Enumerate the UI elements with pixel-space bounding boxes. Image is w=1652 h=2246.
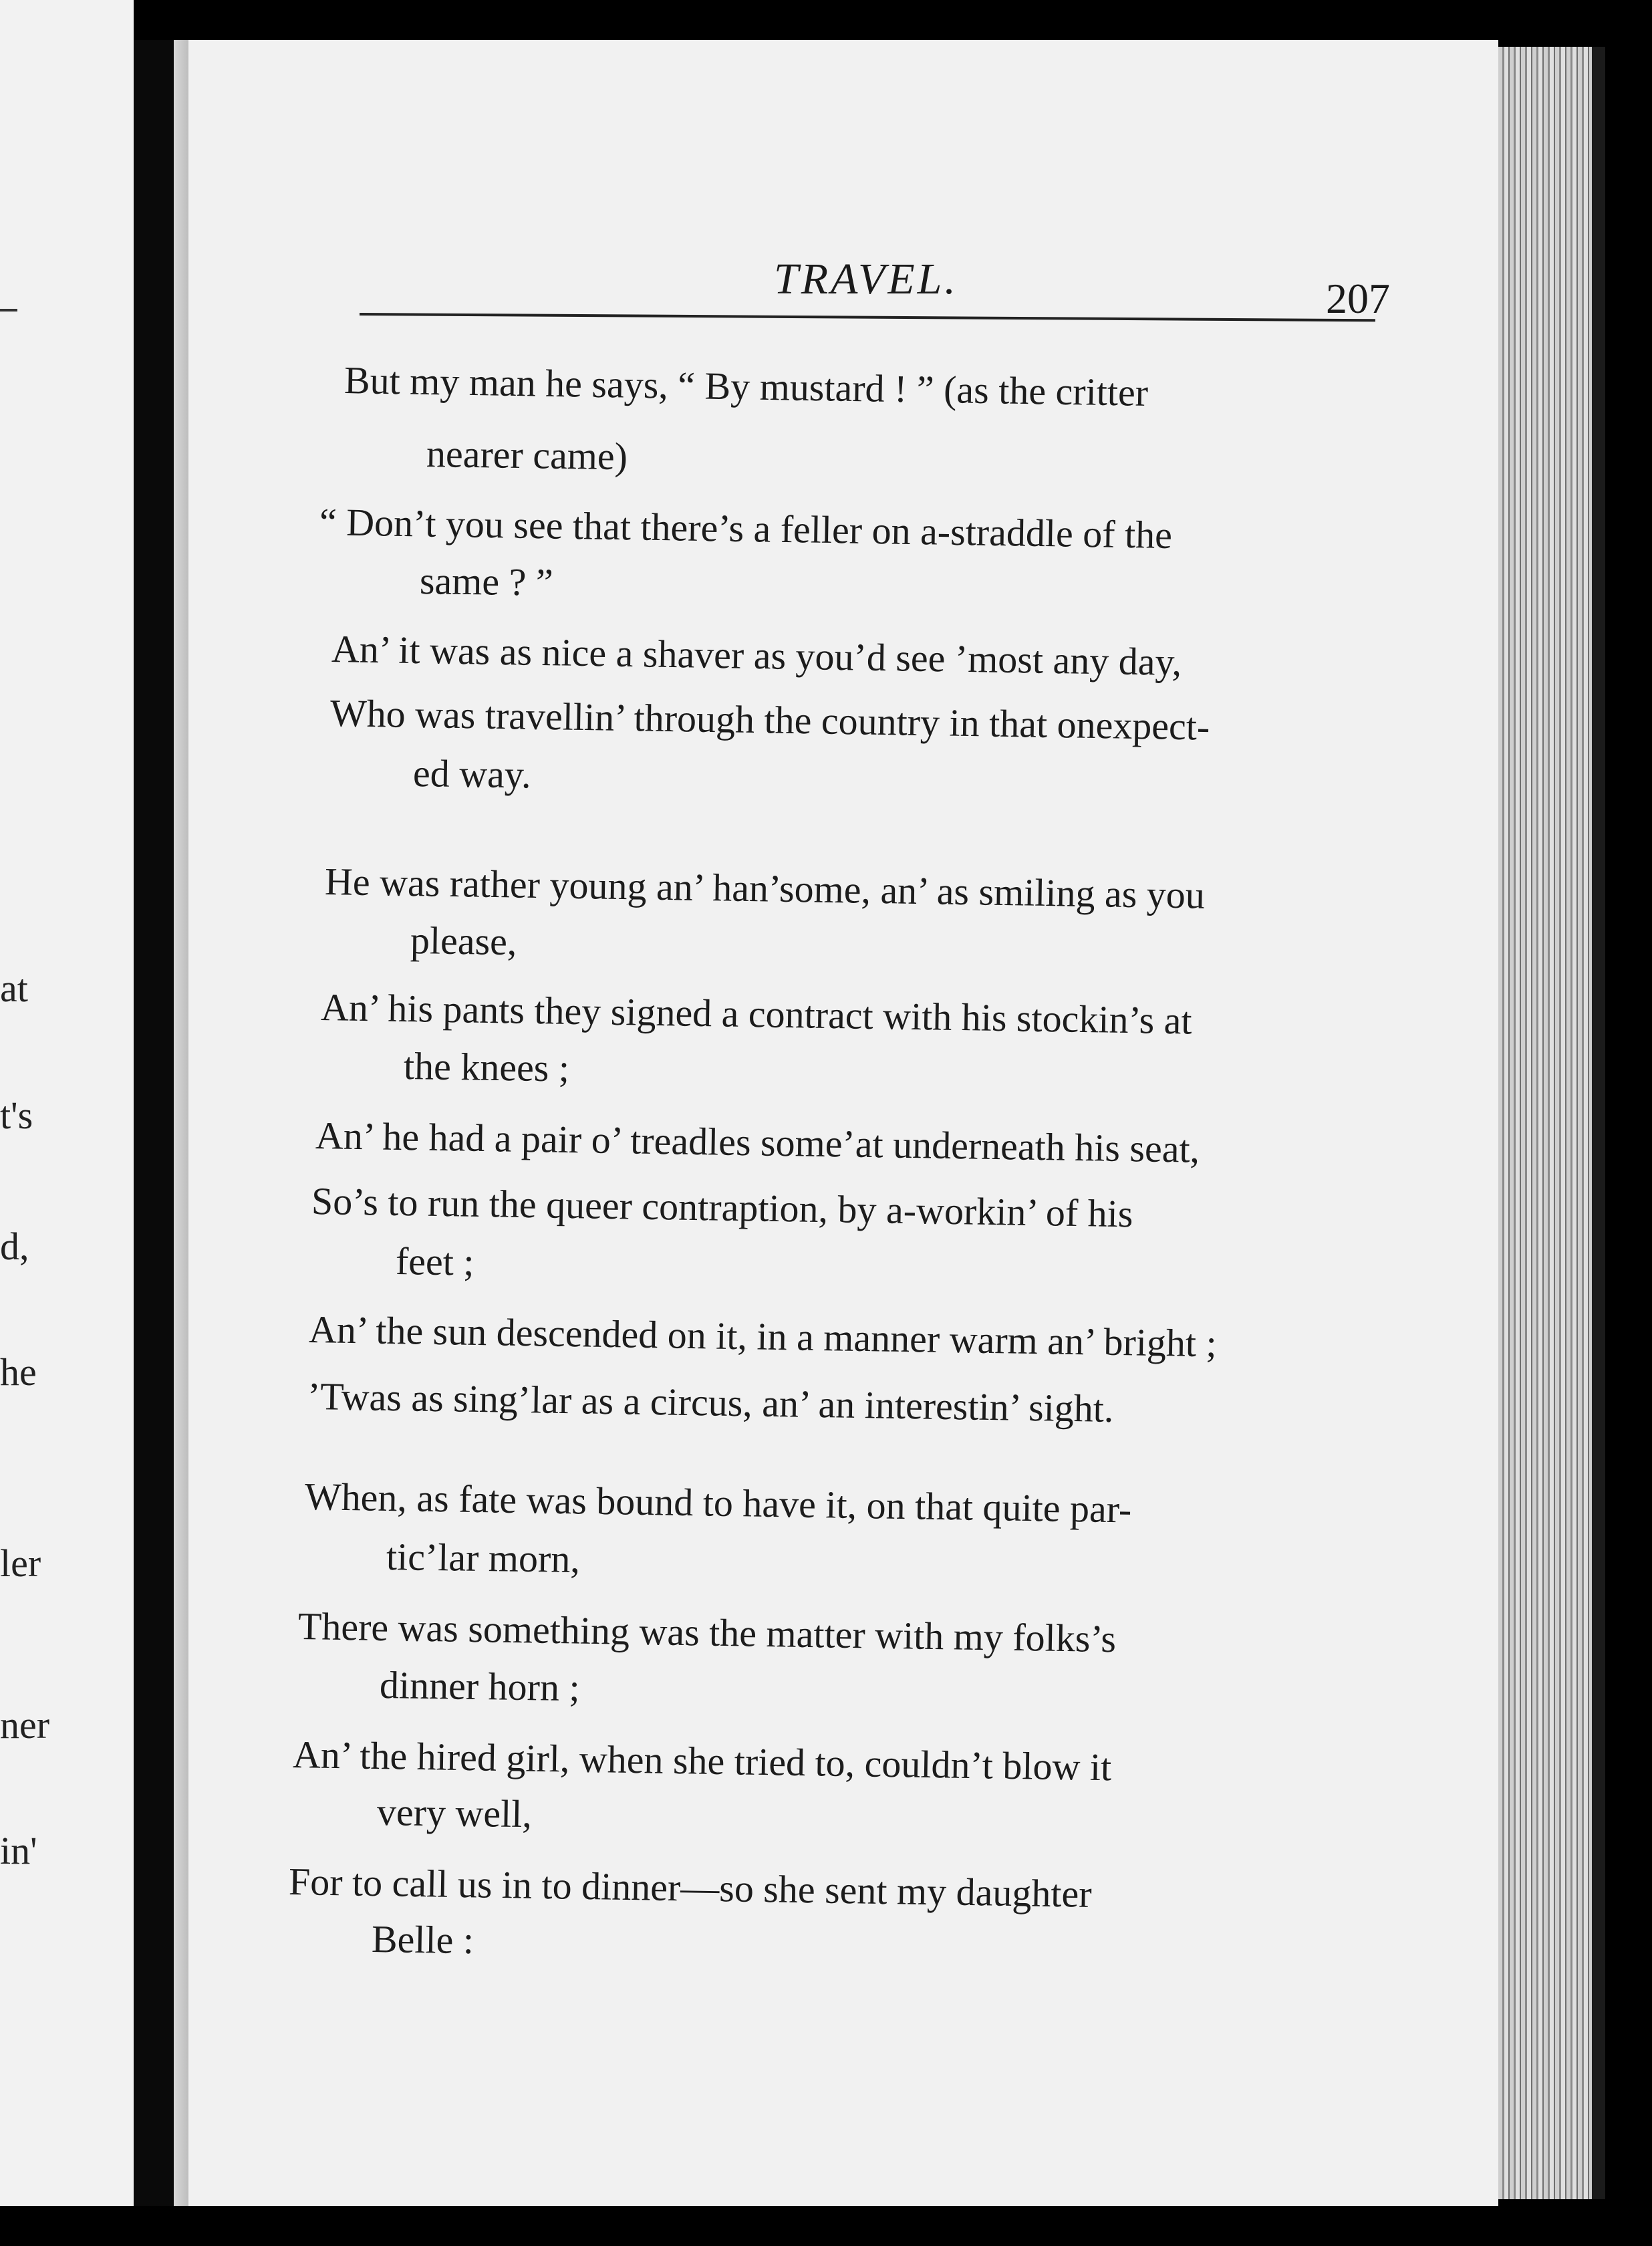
running-title: TRAVEL. xyxy=(774,255,958,303)
previous-page-fragment: d, xyxy=(0,1225,29,1268)
previous-page-fragment: ner xyxy=(0,1703,50,1747)
poem-line: But my man he says, “ By mustard ! ” (as the critter xyxy=(343,358,1149,414)
poem-line: please, xyxy=(410,918,517,964)
page-number: 207 xyxy=(1326,275,1390,322)
poem-line: An’ it was as nice a shaver as you’d see ’most any day, xyxy=(331,627,1182,684)
poem-line: ed way. xyxy=(412,751,532,797)
poem-line: For to call us in to dinner—so she sent my daughter xyxy=(288,1860,1093,1916)
previous-page-fragment: ler xyxy=(0,1541,41,1585)
poem-line: An’ his pants they signed a contract with his stockin’s at xyxy=(320,985,1193,1043)
poem-line: He was rather young an’ han’some, an’ as smiling as you xyxy=(324,860,1206,917)
poem-line: tic’lar morn, xyxy=(386,1535,581,1582)
poem-line: Belle : xyxy=(371,1917,474,1963)
poem-line: nearer came) xyxy=(426,432,628,479)
previous-page-fragment: t's xyxy=(0,1094,33,1137)
poem-line: “ Don’t you see that there’s a feller on a-straddle of the xyxy=(319,500,1173,557)
poem-line: the knees ; xyxy=(403,1044,570,1090)
poem-line: An’ he had a pair o’ treadles some’at underneath his seat, xyxy=(315,1114,1200,1171)
poem-line: very well, xyxy=(376,1790,533,1836)
poem-line: feet ; xyxy=(395,1239,474,1284)
poem-line: ’Twas as sing’lar as a circus, an’ an interestin’ sight. xyxy=(307,1374,1114,1430)
poem-line: dinner horn ; xyxy=(379,1663,581,1710)
poem-line: There was something was the matter with my folks’s xyxy=(297,1604,1117,1661)
poem-line: When, as fate was bound to have it, on that quite par- xyxy=(304,1475,1132,1531)
previous-page-fragment: at xyxy=(0,967,28,1010)
poem-line: An’ the hired girl, when she tried to, couldn’t blow it xyxy=(292,1733,1112,1789)
poem-line: An’ the sun descended on it, in a manner warm an’ bright ; xyxy=(308,1307,1218,1366)
previous-page-fragment: in' xyxy=(0,1829,37,1872)
poem-line: So’s to run the queer contraption, by a-workin’ of his xyxy=(311,1179,1133,1236)
poem-line: same ? ” xyxy=(419,559,554,604)
previous-page-fragment: he xyxy=(0,1350,37,1394)
poem-line: Who was travellin’ through the country in that onexpect- xyxy=(329,691,1210,749)
